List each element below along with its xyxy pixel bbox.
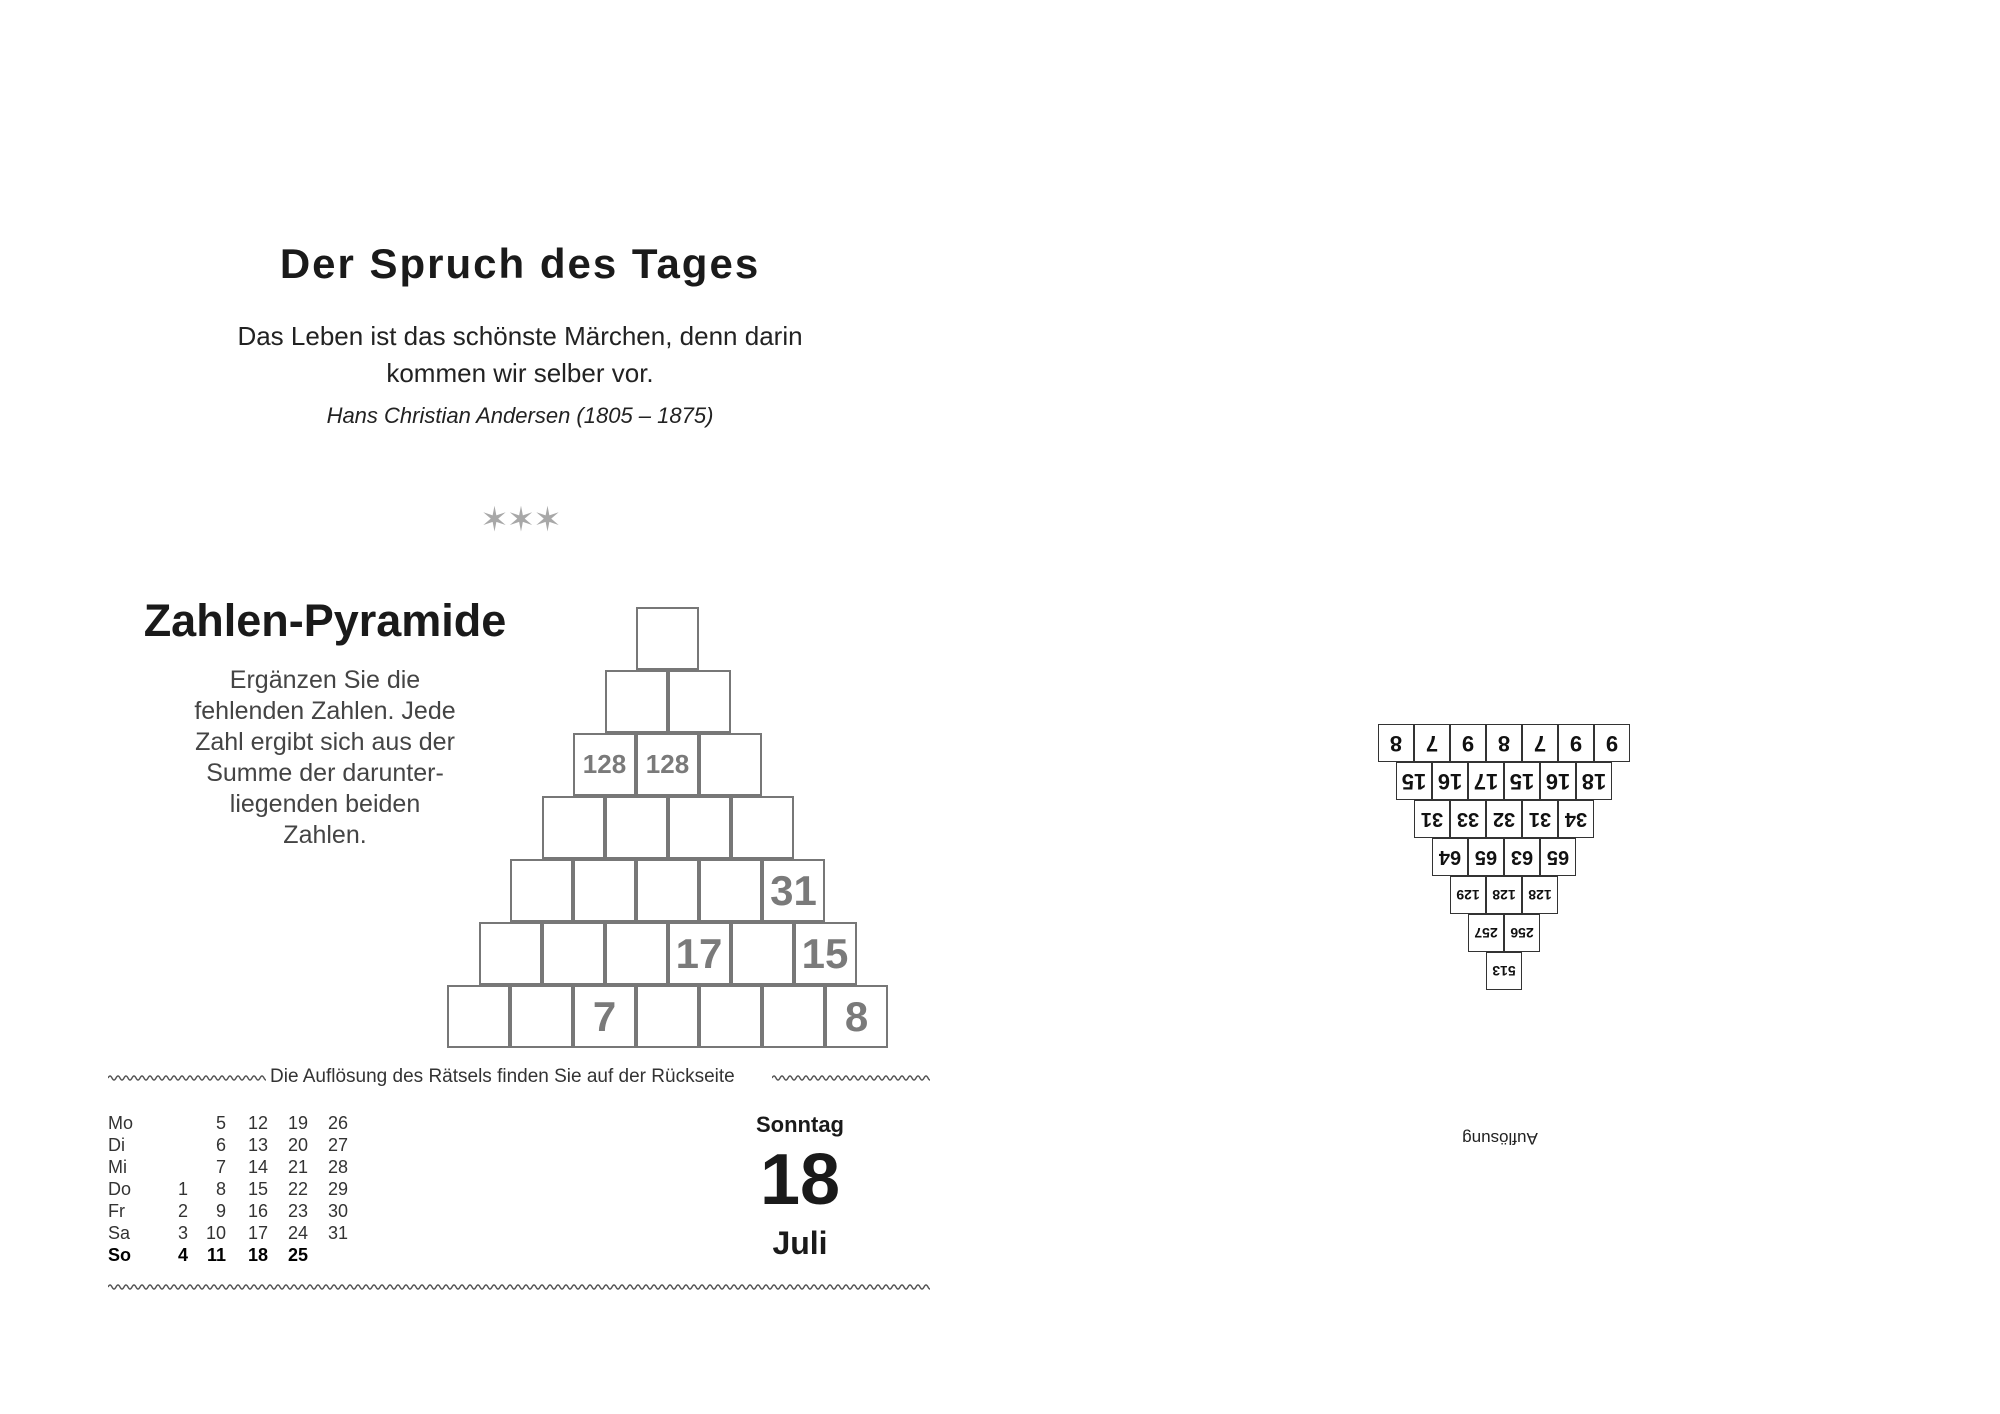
calendar-date: 24 <box>287 1223 308 1243</box>
calendar-date: 26 <box>327 1113 348 1133</box>
calendar-date: 12 <box>247 1113 268 1133</box>
solution-cell: 15 <box>1504 762 1540 800</box>
calendar-date: 9 <box>215 1201 226 1221</box>
solution-cell: 32 <box>1486 800 1522 838</box>
calendar-date: 18 <box>247 1245 268 1265</box>
calendar-date: 25 <box>287 1245 308 1265</box>
calendar-date: 5 <box>215 1113 226 1133</box>
pyramid-cell <box>542 922 605 985</box>
calendar-date: 21 <box>287 1157 308 1177</box>
solution-cell: 9 <box>1594 724 1630 762</box>
pyramid-cell: 8 <box>825 985 888 1048</box>
wave-divider-left <box>108 1073 266 1083</box>
calendar-date: 16 <box>247 1201 268 1221</box>
pyramid-cell: 128 <box>636 733 699 796</box>
pyramid-cell <box>636 985 699 1048</box>
solution-cell: 18 <box>1576 762 1612 800</box>
calendar-date: 4 <box>177 1245 188 1265</box>
solution-cell: 7 <box>1414 724 1450 762</box>
pyramid-cell <box>636 607 699 670</box>
solution-cell: 9 <box>1558 724 1594 762</box>
solution-pyramid <box>1370 700 1630 990</box>
puzzle-title: Zahlen-Pyramide <box>143 595 507 646</box>
pyramid-cell <box>542 796 605 859</box>
pyramid-cell <box>573 859 636 922</box>
quote-heading: Der Spruch des Tages <box>279 240 761 287</box>
solution-cell: 9 <box>1450 724 1486 762</box>
pyramid-cell <box>605 796 668 859</box>
solution-cell: 128 <box>1486 876 1522 914</box>
calendar-weekday: Mi <box>108 1157 127 1177</box>
calendar-date: 3 <box>177 1223 188 1243</box>
calendar-date: 30 <box>327 1201 348 1221</box>
calendar-date: 13 <box>247 1135 268 1155</box>
month-name: Juli <box>772 1225 828 1261</box>
calendar-date: 23 <box>287 1201 308 1221</box>
calendar-date: 19 <box>287 1113 308 1133</box>
calendar-weekday: Sa <box>108 1223 131 1243</box>
calendar-date: 14 <box>247 1157 268 1177</box>
pyramid-cell <box>605 922 668 985</box>
weekday: Sonntag <box>756 1112 844 1137</box>
star-separator-icon: ✶✶✶ <box>480 501 560 539</box>
calendar-weekday: Mo <box>108 1113 134 1133</box>
pyramid-cell <box>699 859 762 922</box>
calendar-date: 6 <box>215 1135 226 1155</box>
solution-label: Auflösung <box>1462 1129 1538 1148</box>
solution-cell: 16 <box>1432 762 1468 800</box>
pyramid-cell <box>510 859 573 922</box>
quote-author: Hans Christian Andersen (1805 – 1875) <box>326 403 714 428</box>
calendar-date: 2 <box>177 1201 188 1221</box>
solution-cell: 15 <box>1396 762 1432 800</box>
calendar-date: 10 <box>205 1223 226 1243</box>
pyramid-cell <box>762 985 825 1048</box>
calendar-weekday: So <box>108 1245 132 1265</box>
calendar-date: 27 <box>327 1135 348 1155</box>
pyramid-cell <box>699 985 762 1048</box>
solution-cell: 64 <box>1432 838 1468 876</box>
pyramid-cell: 31 <box>762 859 825 922</box>
solution-cell: 256 <box>1504 914 1540 952</box>
calendar-weekday: Fr <box>108 1201 125 1221</box>
calendar-date: 29 <box>327 1179 348 1199</box>
pyramid-cell <box>479 922 542 985</box>
solution-cell: 31 <box>1414 800 1450 838</box>
solution-cell: 257 <box>1468 914 1504 952</box>
calendar-weekday: Di <box>108 1135 125 1155</box>
solution-cell: 128 <box>1522 876 1558 914</box>
solution-cell: 7 <box>1522 724 1558 762</box>
calendar-date: 7 <box>215 1157 226 1177</box>
wave-divider-bottom <box>108 1282 930 1292</box>
solution-cell: 65 <box>1540 838 1576 876</box>
pyramid-cell <box>668 670 731 733</box>
pyramid-cell <box>731 796 794 859</box>
solution-cell: 34 <box>1558 800 1594 838</box>
pyramid-cell <box>510 985 573 1048</box>
wave-divider-right <box>772 1073 930 1083</box>
calendar-date: 11 <box>206 1245 226 1265</box>
solution-cell: 31 <box>1522 800 1558 838</box>
pyramid-cell <box>668 796 731 859</box>
calendar-date: 20 <box>287 1135 308 1155</box>
solution-cell: 8 <box>1486 724 1522 762</box>
pyramid-cell <box>636 859 699 922</box>
solution-cell: 513 <box>1486 952 1522 990</box>
pyramid-cell <box>699 733 762 796</box>
solution-cell: 63 <box>1504 838 1540 876</box>
pyramid-cell: 15 <box>794 922 857 985</box>
calendar-date: 22 <box>287 1179 308 1199</box>
solution-cell: 129 <box>1450 876 1486 914</box>
calendar-date: 1 <box>177 1179 188 1199</box>
pyramid-cell <box>605 670 668 733</box>
puzzle-instructions: Ergänzen Sie die fehlenden Zahlen. Jede Zahl ergibt sich aus der Summe der darunter-liegenden beiden Zahlen. <box>194 666 456 849</box>
pyramid-cell: 128 <box>573 733 636 796</box>
pyramid-cell <box>731 922 794 985</box>
solution-hint: Die Auflösung des Rätsels finden Sie auf der Rückseite <box>270 1066 735 1087</box>
solution-cell: 17 <box>1468 762 1504 800</box>
pyramid-cell <box>447 985 510 1048</box>
solution-cell: 16 <box>1540 762 1576 800</box>
solution-cell: 33 <box>1450 800 1486 838</box>
solution-cell: 8 <box>1378 724 1414 762</box>
quote-text: Das Leben ist das schönste Märchen, denn darin kommen wir selber vor. <box>237 321 803 388</box>
pyramid-cell: 7 <box>573 985 636 1048</box>
day-number: 18 <box>759 1140 841 1220</box>
solution-cell: 65 <box>1468 838 1504 876</box>
calendar-date: 15 <box>247 1179 268 1199</box>
pyramid-cell: 17 <box>668 922 731 985</box>
calendar-date: 8 <box>215 1179 226 1199</box>
calendar-date: 28 <box>327 1157 348 1177</box>
calendar-weekday: Do <box>108 1179 132 1199</box>
calendar-date: 31 <box>327 1223 348 1243</box>
calendar-date: 17 <box>247 1223 268 1243</box>
